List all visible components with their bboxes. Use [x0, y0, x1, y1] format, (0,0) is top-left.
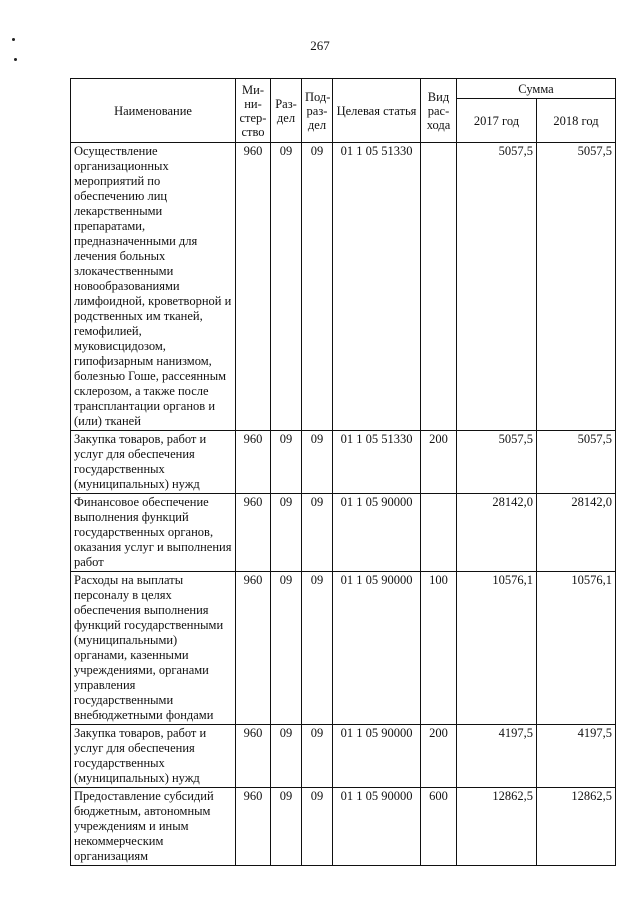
row-section: 09	[271, 788, 302, 866]
table-row	[71, 725, 616, 788]
row-2018: 12862,5	[537, 788, 616, 866]
row-ministry: 960	[236, 788, 271, 866]
row-type	[421, 494, 457, 572]
header-target: Целевая статья	[333, 79, 421, 143]
row-ministry: 960	[236, 431, 271, 494]
header-sum: Сумма	[457, 79, 616, 99]
row-ministry: 960	[236, 572, 271, 725]
row-target: 01 1 05 90000	[333, 788, 421, 866]
header-expense-type: Вид рас-хода	[421, 79, 457, 143]
header-section: Раз-дел	[271, 79, 302, 143]
page-number: 267	[310, 38, 330, 53]
row-subsection: 09	[302, 431, 333, 494]
row-2018: 5057,5	[537, 431, 616, 494]
row-target: 01 1 05 90000	[333, 572, 421, 725]
row-subsection: 09	[302, 725, 333, 788]
header-year-2018: 2018 год	[537, 99, 616, 143]
header-name: Наименование	[71, 79, 236, 143]
row-section: 09	[271, 431, 302, 494]
budget-table	[70, 78, 616, 866]
row-name: Расходы на выплаты персоналу в целях обеспечения выполнения функций государственными (муниципальными) органами, казенными учреждениями, органами управления государственными внебюджетными фондами	[71, 572, 236, 725]
table-row	[71, 143, 616, 431]
row-name: Закупка товаров, работ и услуг для обеспечения государственных (муниципальных) нужд	[71, 431, 236, 494]
table-row	[71, 494, 616, 572]
row-name: Осуществление организационных мероприятий по обеспечению лиц лекарственными препаратами, предназначенными для лечения больных злокачественными новообразованиями лимфоидной, кроветворной и родственных им тканей, гемофилией, муковисцидозом, гипофизарным нанизмом, болезнью Гоше, рассеянным склерозом, а также после трансплантации органов и (или) тканей	[71, 143, 236, 431]
row-section: 09	[271, 143, 302, 431]
row-name: Закупка товаров, работ и услуг для обеспечения государственных (муниципальных) нужд	[71, 725, 236, 788]
row-section: 09	[271, 494, 302, 572]
row-2017: 5057,5	[457, 143, 537, 431]
row-target: 01 1 05 90000	[333, 494, 421, 572]
row-2017: 4197,5	[457, 725, 537, 788]
row-2018: 5057,5	[537, 143, 616, 431]
row-subsection: 09	[302, 572, 333, 725]
row-section: 09	[271, 725, 302, 788]
header-ministry: Ми-ни-стер-ство	[236, 79, 271, 143]
row-type: 600	[421, 788, 457, 866]
row-2017: 5057,5	[457, 431, 537, 494]
row-2017: 28142,0	[457, 494, 537, 572]
row-subsection: 09	[302, 788, 333, 866]
row-section: 09	[271, 572, 302, 725]
row-type: 200	[421, 725, 457, 788]
row-target: 01 1 05 90000	[333, 725, 421, 788]
table-row	[71, 572, 616, 725]
header-subsection: Под-раз-дел	[302, 79, 333, 143]
row-2018: 4197,5	[537, 725, 616, 788]
scan-mark	[14, 58, 17, 61]
table-row	[71, 788, 616, 866]
row-target: 01 1 05 51330	[333, 431, 421, 494]
table-row	[71, 431, 616, 494]
row-2018: 28142,0	[537, 494, 616, 572]
row-type: 100	[421, 572, 457, 725]
row-name: Предоставление субсидий бюджетным, автономным учреждениям и иным некоммерческим организациям	[71, 788, 236, 866]
row-2017: 10576,1	[457, 572, 537, 725]
row-type	[421, 143, 457, 431]
row-ministry: 960	[236, 494, 271, 572]
row-type: 200	[421, 431, 457, 494]
row-ministry: 960	[236, 143, 271, 431]
row-2018: 10576,1	[537, 572, 616, 725]
row-2017: 12862,5	[457, 788, 537, 866]
row-subsection: 09	[302, 143, 333, 431]
row-ministry: 960	[236, 725, 271, 788]
header-year-2017: 2017 год	[457, 99, 537, 143]
row-subsection: 09	[302, 494, 333, 572]
row-name: Финансовое обеспечение выполнения функций государственных органов, оказания услуг и выполнения работ	[71, 494, 236, 572]
row-target: 01 1 05 51330	[333, 143, 421, 431]
